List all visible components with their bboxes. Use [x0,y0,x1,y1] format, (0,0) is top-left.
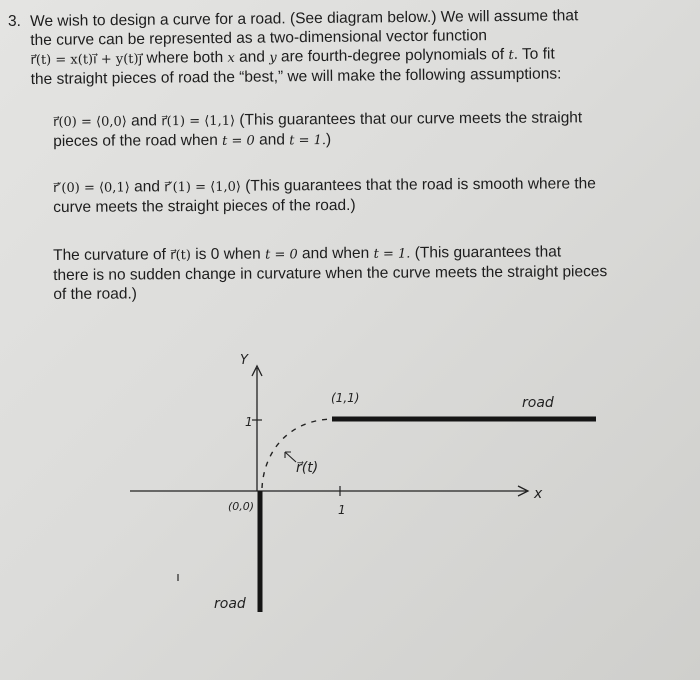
y-axis-label: Y [240,353,248,368]
vector-function-formula: r⃗(t) = x(t)i⃗ + y(t)j⃗ [30,51,143,68]
problem-number: 3. [8,13,21,30]
road-label-bottom: road [214,596,246,612]
intro-line-1: We wish to design a curve for a road. (See diagram below.) We will assume that [30,7,579,30]
origin-label: (0,0) [228,500,255,513]
point-1-1-label: (1,1) [331,391,360,405]
intro-line-2: the curve can be represented as a two-dimensional vector function [30,27,488,49]
assumption-1-math-a: r⃗(0) = ⟨0,0⟩ [53,114,127,130]
x-tick-label: 1 [338,503,346,517]
assumption-3: The curvature of r⃗(t) is 0 when t = 0 and when t = 1. (This guarantees that there is no sudden change in curvature when the curve meets the straight pieces of the road.) [53,243,608,303]
intro-line-3: r⃗(t) = x(t)i⃗ + y(t)j⃗ where both x and y are fourth-degree polynomials of t. To fit [30,45,555,68]
assumption-1: r⃗(0) = ⟨0,0⟩ and r⃗(1) = ⟨1,1⟩ (This guarantees that our curve meets the straight pieces of the road when t = 0 and t = 1.) [53,109,583,150]
y-tick-label: 1 [245,415,253,429]
intro-line-4: the straight pieces of road the “best,” we will make the following assumptions: [30,65,562,88]
x-variable: x [227,50,235,66]
curve-r-of-t [262,419,332,488]
curve-pointer-icon [285,452,296,462]
curve-label: r⃗(t) [296,460,319,476]
x-axis-label: x [534,486,543,502]
assumption-2: r⃗′(0) = ⟨0,1⟩ and r⃗′(1) = ⟨1,0⟩ (This guarantees that the road is smooth where the curve meets the straight pieces of the road.) [53,175,596,216]
assumption-2-math-a: r⃗′(0) = ⟨0,1⟩ [53,180,130,196]
assumption-2-math-b: r⃗′(1) = ⟨1,0⟩ [164,179,241,196]
assumption-1-math-b: r⃗(1) = ⟨1,1⟩ [161,113,236,130]
road-label-top: road [522,395,554,411]
t-variable: t [508,47,514,63]
y-variable: y [269,50,277,66]
